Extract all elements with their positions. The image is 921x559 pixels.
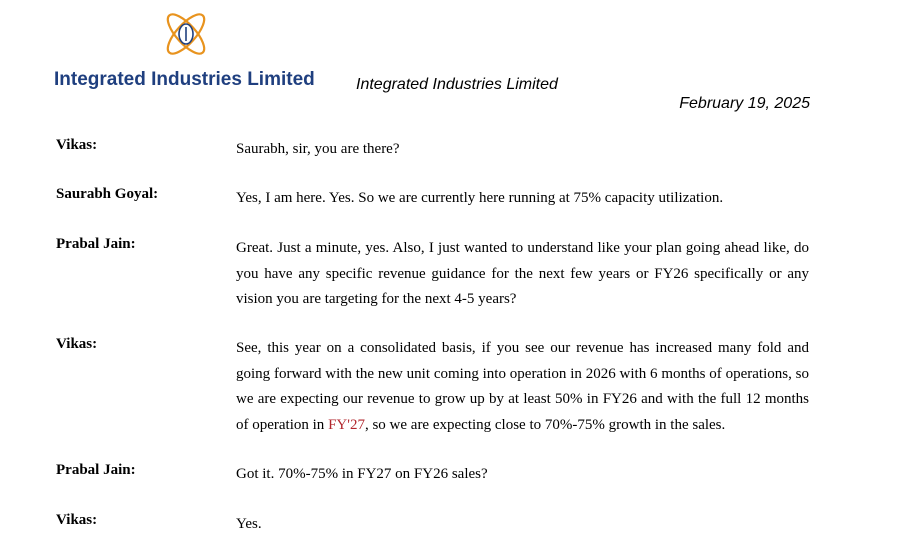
text-segment: , so we are expecting close to 70%-75% growth in the sales. — [364, 416, 726, 433]
speaker-text: Got it. 70%-75% in FY27 on FY26 sales? — [236, 466, 488, 482]
speaker-name: Vikas: — [56, 137, 98, 153]
speaker-text — [236, 336, 809, 438]
speaker-name: Vikas: — [56, 512, 98, 528]
text-segment: See, this year on a consolidated basis, if you see our revenue has increased many fold and going forward with the new unit coming into operation in 2026 with 6 months of operations, so we are expecting our revenue to grow up by at least 50% in FY26 and with the full 12 months of operation in — [236, 340, 809, 433]
speaker-name: Vikas: — [56, 336, 98, 352]
speaker-text: Yes. — [236, 516, 262, 532]
speaker-text: Great. Just a minute, yes. Also, I just wanted to understand like your plan going ahead like, do you have any specific revenue guidance for the next few years or FY26 specifically or any vision you are targeting for the next 4-5 years? — [236, 240, 809, 307]
header-date: February 19, 2025 — [679, 95, 810, 112]
speaker-name: Prabal Jain: — [56, 462, 136, 478]
speaker-text: Saurabh, sir, you are there? — [236, 141, 400, 157]
highlighted-term: FY'27 — [328, 416, 365, 433]
header-company-name: Integrated Industries Limited — [356, 76, 558, 93]
company-logo-icon — [158, 6, 214, 62]
speaker-text: Yes, I am here. Yes. So we are currently here running at 75% capacity utilization. — [236, 190, 724, 206]
speaker-name: Prabal Jain: — [56, 236, 136, 252]
speaker-name: Saurabh Goyal: — [56, 186, 159, 202]
logo-wordmark: Integrated Industries Limited — [54, 69, 315, 90]
